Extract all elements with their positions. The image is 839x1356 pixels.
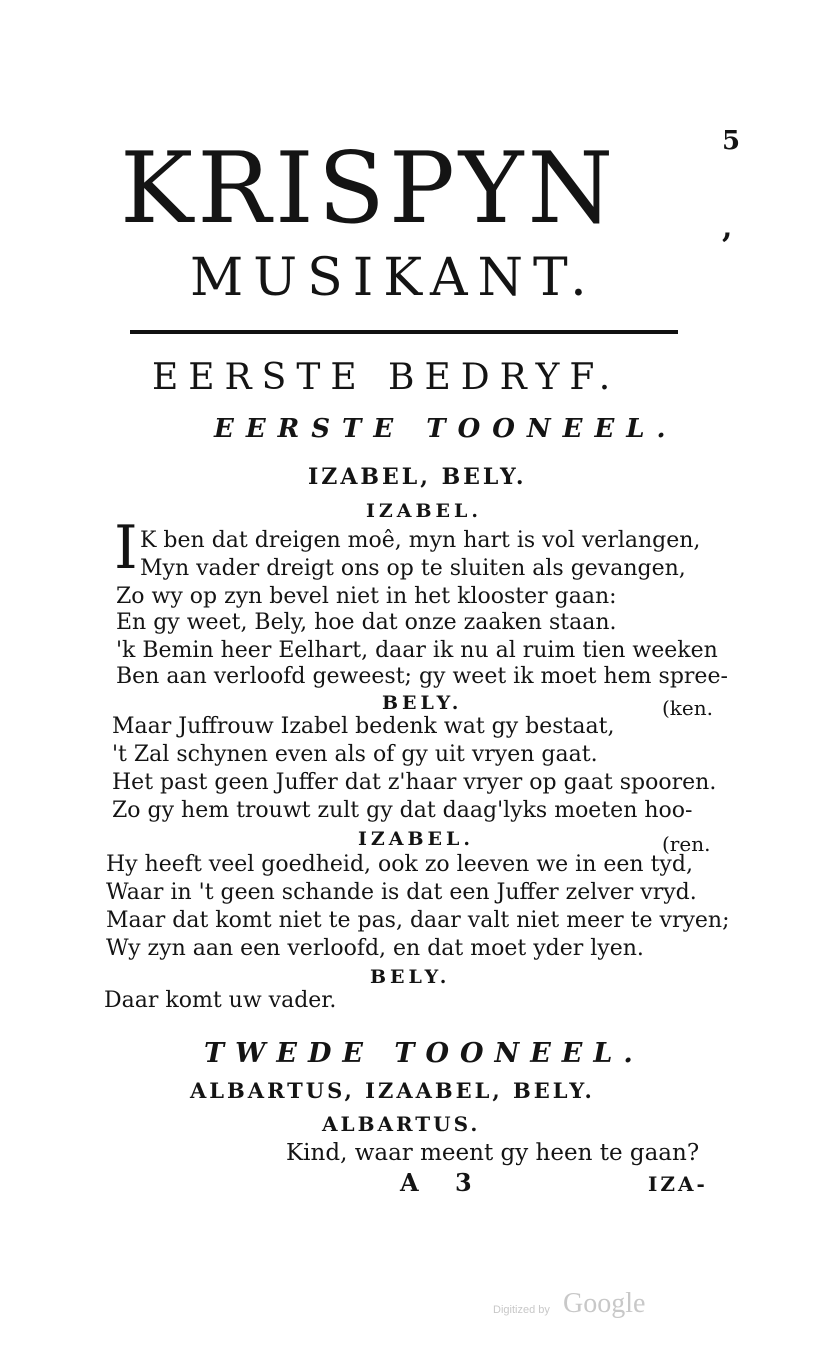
verse-line: Het past geen Juffer dat z'haar vryer op gaat spooren. xyxy=(112,770,717,795)
act-heading: EERSTE BEDRYF. xyxy=(152,357,621,398)
verse-line: Maar dat komt niet te pas, daar valt niet meer te vryen; xyxy=(106,908,730,933)
verse-line: Daar komt uw vader. xyxy=(104,988,337,1013)
verse-line: Zo wy op zyn bevel niet in het klooster gaan: xyxy=(116,584,617,609)
title-rule xyxy=(130,330,678,334)
catchword: IZA- xyxy=(648,1172,708,1196)
scene-heading-2: TWEDE TOONEEL. xyxy=(204,1038,644,1069)
cast-list-2: ALBARTUS, IZAABEL, BELY. xyxy=(190,1078,595,1103)
cast-list: IZABEL, BELY. xyxy=(308,464,527,490)
verse-line: Hy heeft veel goedheid, ook zo leeven we in een tyd, xyxy=(106,852,693,877)
play-title: KRISPYN xyxy=(120,132,618,246)
speaker-bely: BELY. xyxy=(370,966,451,988)
verse-line: Kind, waar meent gy heen te gaan? xyxy=(286,1140,700,1166)
drop-cap: I xyxy=(114,513,138,583)
verse-line: Zo gy hem trouwt zult gy dat daag'lyks moeten hoo- xyxy=(112,798,693,823)
title-comma: , xyxy=(722,210,733,245)
verse-line: Ben aan verloofd geweest; gy weet ik moet hem spree- xyxy=(116,664,728,689)
verse-line: K ben dat dreigen moê, myn hart is vol verlangen, xyxy=(140,528,701,553)
speaker-albartus: ALBARTUS. xyxy=(322,1112,481,1136)
page-number: 5 xyxy=(722,126,741,156)
verse-line: Wy zyn aan een verloofd, en dat moet yder lyen. xyxy=(106,936,644,961)
speaker-izabel: IZABEL. xyxy=(366,500,483,522)
digitized-by-text: Digitized by xyxy=(493,1304,550,1316)
verse-line: Myn vader dreigt ons op te sluiten als gevangen, xyxy=(140,556,686,581)
google-logo: Google xyxy=(563,1288,646,1319)
scene-heading: EERSTE TOONEEL. xyxy=(214,414,678,444)
verse-line: 'k Bemin heer Eelhart, daar ik nu al ruim tien weeken xyxy=(116,638,718,663)
verse-line: 't Zal schynen even als of gy uit vryen gaat. xyxy=(112,742,598,767)
verse-line: Maar Juffrouw Izabel bedenk wat gy bestaat, xyxy=(112,714,615,739)
speaker-izabel: IZABEL. xyxy=(358,828,475,850)
speaker-bely: BELY. xyxy=(382,692,463,714)
signature-mark: A 3 xyxy=(400,1168,486,1197)
verse-line: En gy weet, Bely, hoe dat onze zaaken staan. xyxy=(116,610,617,635)
play-subtitle: MUSIKANT. xyxy=(190,248,597,308)
turnover-word: (ren. xyxy=(662,832,711,856)
turnover-word: (ken. xyxy=(662,696,713,720)
verse-line: Waar in 't geen schande is dat een Juffer zelver vryd. xyxy=(106,880,697,905)
